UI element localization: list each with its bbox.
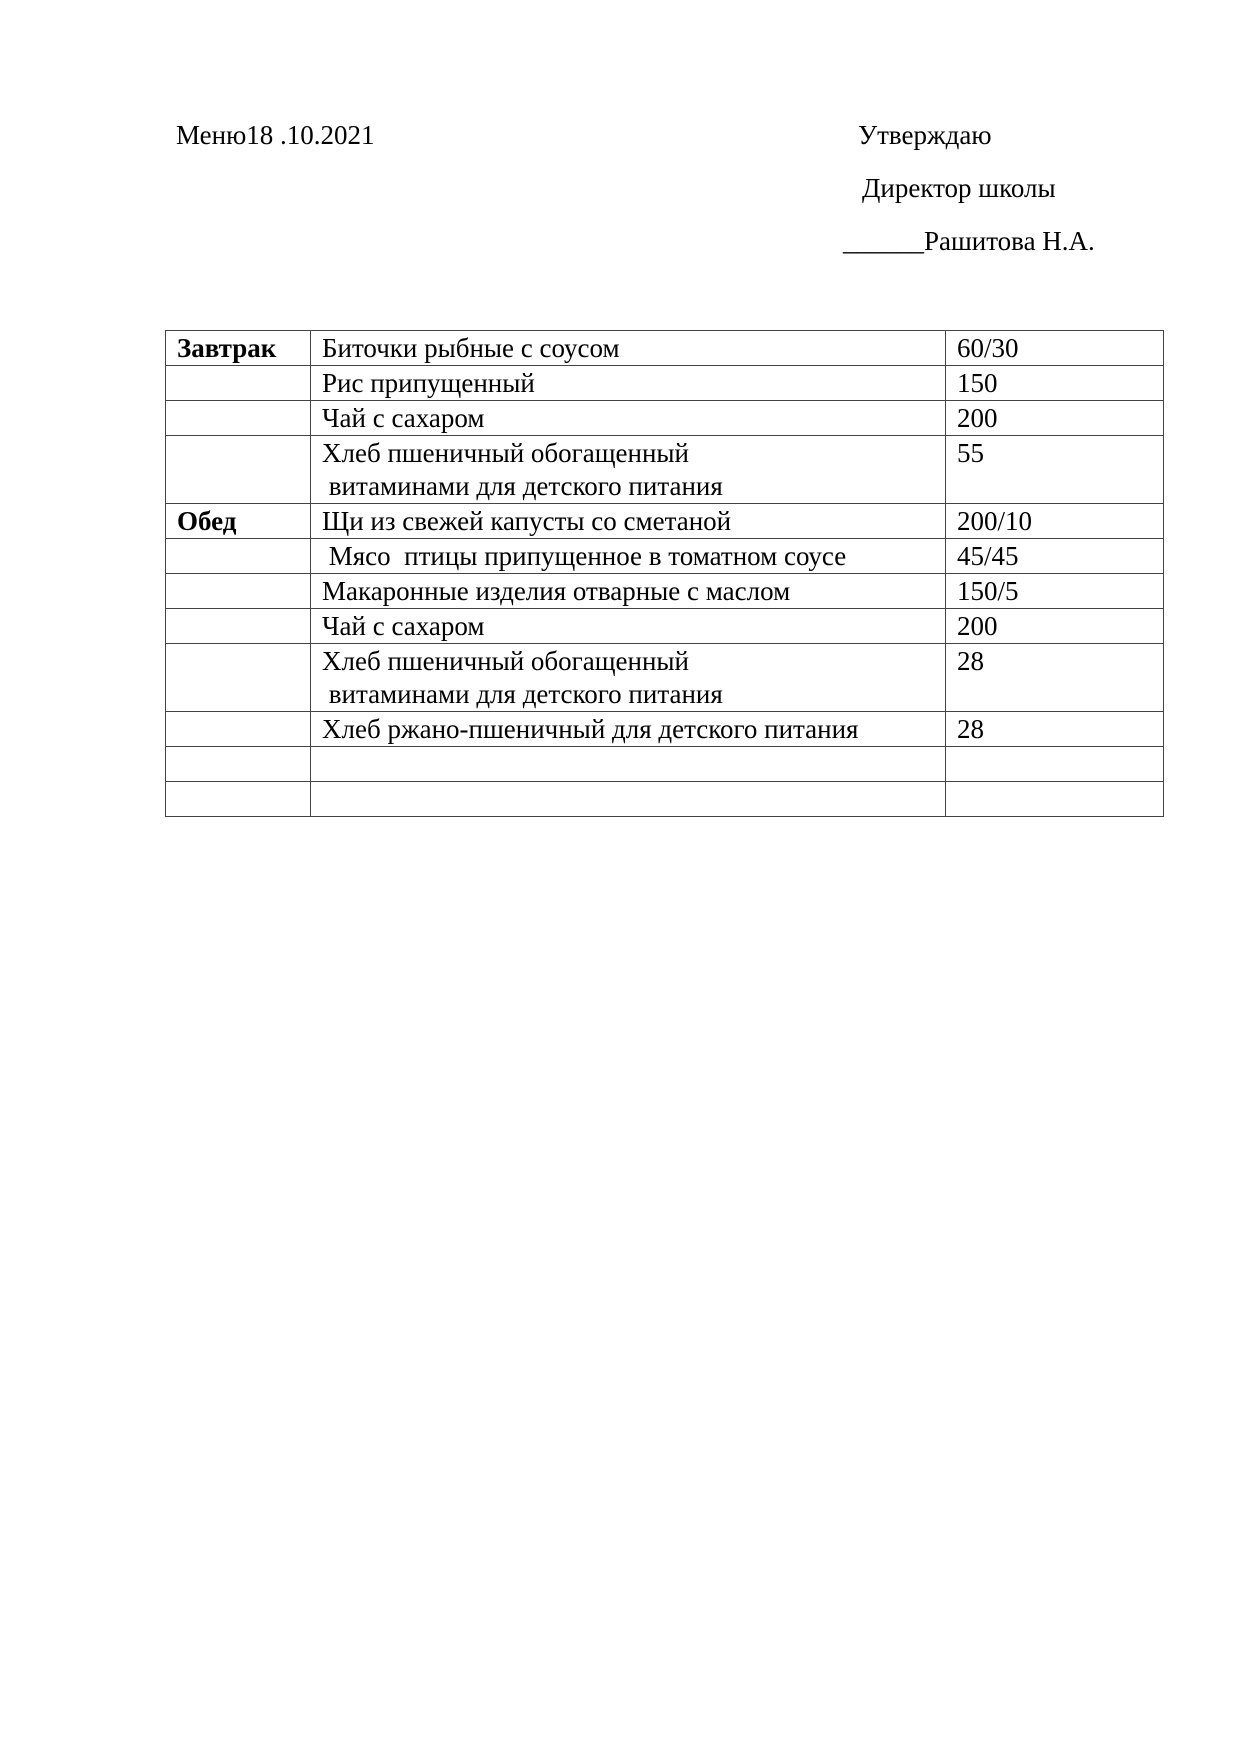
menu-table-body	[166, 331, 1164, 817]
meal-cell	[166, 782, 311, 817]
portion-cell: 60/30	[946, 331, 1164, 366]
portion-cell: 55	[946, 436, 1164, 504]
portion-cell: 28	[946, 712, 1164, 747]
meal-cell	[166, 366, 311, 401]
portion-cell: 45/45	[946, 539, 1164, 574]
meal-cell: Обед	[166, 504, 311, 539]
dish-cell	[311, 782, 946, 817]
approval-position: Директор школы	[862, 173, 1056, 203]
meal-cell: Завтрак	[166, 331, 311, 366]
meal-cell	[166, 644, 311, 712]
table-row	[166, 401, 1164, 436]
dish-cell: Макаронные изделия отварные с маслом	[311, 574, 946, 609]
dish-cell: Хлеб пшеничный обогащенный витаминами для детского питания	[311, 644, 946, 712]
meal-cell	[166, 609, 311, 644]
portion-cell: 200	[946, 609, 1164, 644]
dish-cell: Щи из свежей капусты со сметаной	[311, 504, 946, 539]
table-row	[166, 747, 1164, 782]
table-row	[166, 331, 1164, 366]
dish-cell: Биточки рыбные с соусом	[311, 331, 946, 366]
meal-cell	[166, 539, 311, 574]
approval-heading: Утверждаю	[858, 120, 992, 150]
portion-cell: 150	[946, 366, 1164, 401]
menu-title: Меню18 .10.2021	[176, 120, 375, 150]
dish-cell: Хлеб пшеничный обогащенный витаминами для детского питания	[311, 436, 946, 504]
table-row	[166, 574, 1164, 609]
table-row	[166, 436, 1164, 504]
dish-cell: Мясо птицы припущенное в томатном соусе	[311, 539, 946, 574]
portion-cell	[946, 782, 1164, 817]
dish-cell: Рис припущенный	[311, 366, 946, 401]
table-row	[166, 504, 1164, 539]
table-row	[166, 712, 1164, 747]
menu-table	[165, 330, 1164, 817]
meal-cell	[166, 401, 311, 436]
table-row	[166, 539, 1164, 574]
portion-cell: 200/10	[946, 504, 1164, 539]
dish-cell: Чай с сахаром	[311, 609, 946, 644]
table-row	[166, 609, 1164, 644]
dish-cell	[311, 747, 946, 782]
portion-cell	[946, 747, 1164, 782]
meal-cell	[166, 712, 311, 747]
table-row	[166, 782, 1164, 817]
portion-cell: 28	[946, 644, 1164, 712]
meal-cell	[166, 747, 311, 782]
table-row	[166, 366, 1164, 401]
portion-cell: 200	[946, 401, 1164, 436]
portion-cell: 150/5	[946, 574, 1164, 609]
meal-cell	[166, 436, 311, 504]
approval-signature-line: ______Рашитова Н.А.	[843, 226, 1095, 256]
dish-cell: Чай с сахаром	[311, 401, 946, 436]
dish-cell: Хлеб ржано-пшеничный для детского питания	[311, 712, 946, 747]
meal-cell	[166, 574, 311, 609]
table-row	[166, 644, 1164, 712]
